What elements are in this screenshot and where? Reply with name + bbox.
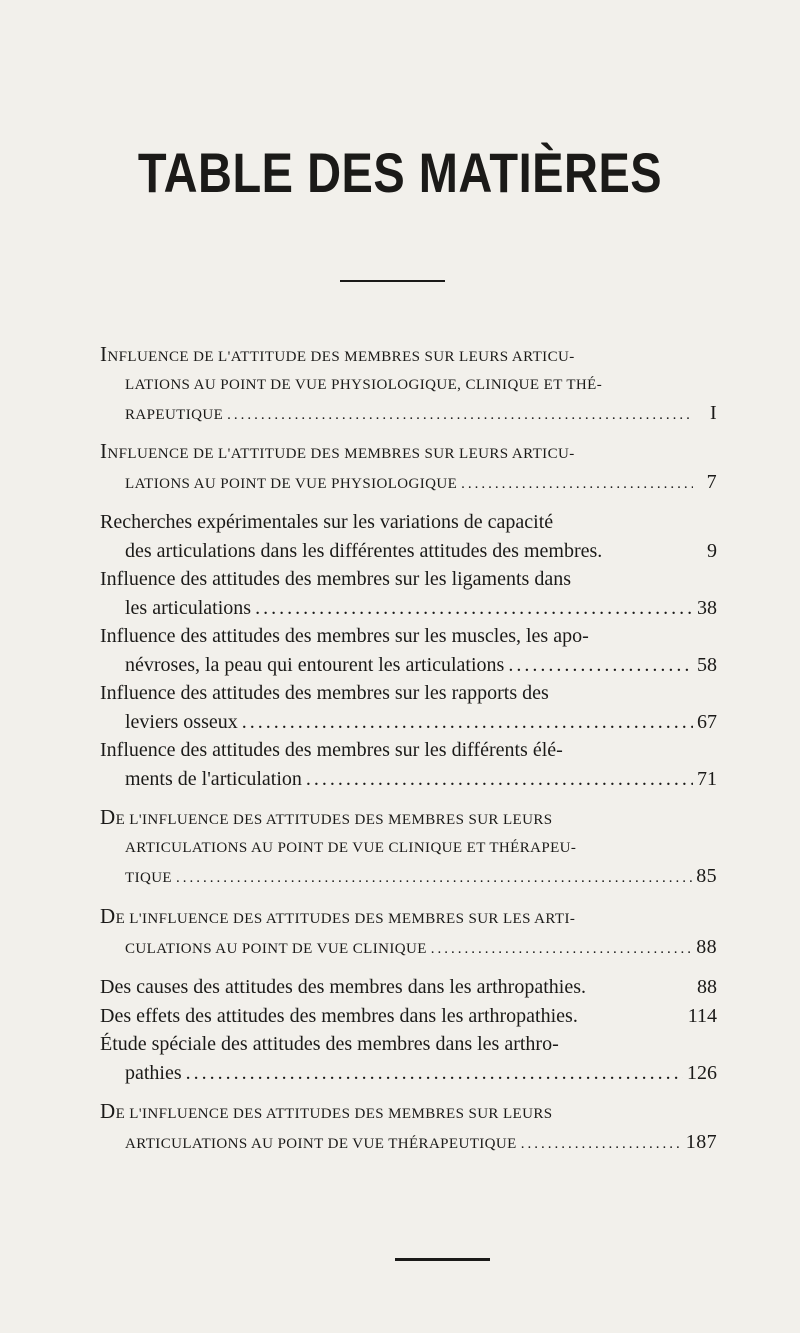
dot-leader: [521, 1130, 682, 1158]
toc-entry: [100, 622, 717, 679]
dot-leader: [461, 470, 693, 498]
toc-entry: [100, 340, 717, 429]
toc-page-number: 88: [697, 976, 717, 998]
toc-entry-line: des articulations dans les différentes attitudes des membres.: [125, 539, 603, 562]
dot-leader: [431, 935, 692, 963]
toc-page-number: I: [709, 402, 717, 424]
toc-entry: [100, 902, 717, 963]
page-title: TABLE DES MATIÈRES: [137, 141, 663, 204]
toc-entry: [100, 565, 717, 622]
toc-entry-line: Influence des attitudes des membres sur les rapports des: [100, 682, 549, 704]
toc-page-number: 7: [706, 471, 717, 493]
toc-entry-line: INFLUENCE DE L'ATTITUDE DES MEMBRES SUR LEURS ARTICU-: [100, 342, 575, 366]
dot-leader: [242, 708, 693, 737]
toc-entry-line: ARTICULATIONS AU POINT DE VUE THÉRAPEUTIQUE: [125, 1136, 517, 1152]
toc-entry-line: névroses, la peau qui entourent les articulations: [125, 653, 505, 676]
toc-entry-line: DE L'INFLUENCE DES ATTITUDES DES MEMBRES SUR LES ARTI-: [100, 904, 576, 928]
toc-page-number: 38: [697, 596, 717, 619]
toc-entry-line: ARTICULATIONS AU POINT DE VUE CLINIQUE ET THÉRAPEU-: [125, 840, 577, 856]
dot-leader: [176, 864, 692, 892]
title-divider: [340, 280, 445, 282]
toc-entry-line: leviers osseux: [125, 710, 238, 733]
dot-leader: [255, 594, 693, 623]
toc-entry-line: LATIONS AU POINT DE VUE PHYSIOLOGIQUE, CLINIQUE ET THÉ-: [125, 377, 603, 393]
toc-entry-line: TIQUE: [125, 870, 172, 886]
dot-leader: [186, 1059, 683, 1088]
toc-page-number: 67: [697, 710, 717, 733]
toc-entry-line: pathies: [125, 1061, 182, 1084]
toc-entry-line: CULATIONS AU POINT DE VUE CLINIQUE: [125, 941, 427, 957]
toc-page-number: 126: [687, 1061, 717, 1084]
toc-page-number: 88: [696, 936, 717, 958]
toc-entry-line: Influence des attitudes des membres sur les ligaments dans: [100, 568, 571, 590]
toc-entry-line: Des causes des attitudes des membres dans les arthropathies.: [100, 976, 586, 998]
toc-entry-line: DE L'INFLUENCE DES ATTITUDES DES MEMBRES SUR LEURS: [100, 805, 553, 829]
toc-entry: [100, 973, 717, 1002]
toc-entry-line: les articulations: [125, 596, 252, 619]
toc-entry: [100, 1097, 717, 1158]
closing-divider: [395, 1258, 490, 1261]
dot-leader: [227, 401, 693, 429]
toc-page-number: 85: [696, 865, 717, 887]
toc-entry: [100, 679, 717, 736]
toc-entry-line: Étude spéciale des attitudes des membres dans les arthro-: [100, 1033, 559, 1055]
toc-entry: [100, 508, 717, 565]
toc-page-number: 58: [697, 653, 717, 676]
toc-entry: [100, 437, 717, 498]
toc-page-number: 71: [697, 767, 717, 790]
toc-entry: [100, 803, 717, 892]
toc-page-number: 114: [687, 1004, 717, 1027]
toc-entry-line: Des effets des attitudes des membres dans les arthropathies.: [100, 1004, 578, 1027]
toc-entry: [100, 736, 717, 793]
toc-page-number: 9: [707, 539, 717, 562]
dot-leader: [508, 651, 693, 680]
toc-entry-line: DE L'INFLUENCE DES ATTITUDES DES MEMBRES SUR LEURS: [100, 1099, 553, 1123]
toc-entry-line: RAPEUTIQUE: [125, 407, 224, 423]
toc-page-number: 187: [685, 1131, 717, 1153]
toc-entry-line: ments de l'articulation: [125, 767, 302, 790]
toc-entry-line: Recherches expérimentales sur les variations de capacité: [100, 511, 554, 533]
toc-entry-line: LATIONS AU POINT DE VUE PHYSIOLOGIQUE: [125, 476, 458, 492]
toc-entry: [100, 1002, 717, 1031]
toc-entry-line: Influence des attitudes des membres sur les muscles, les apo-: [100, 625, 589, 647]
dot-leader: [306, 765, 693, 794]
toc-entry: [100, 1030, 717, 1087]
toc-entry-line: Influence des attitudes des membres sur les différents élé-: [100, 739, 563, 761]
table-of-contents: [100, 340, 717, 1158]
toc-entry-line: INFLUENCE DE L'ATTITUDE DES MEMBRES SUR LEURS ARTICU-: [100, 439, 575, 463]
